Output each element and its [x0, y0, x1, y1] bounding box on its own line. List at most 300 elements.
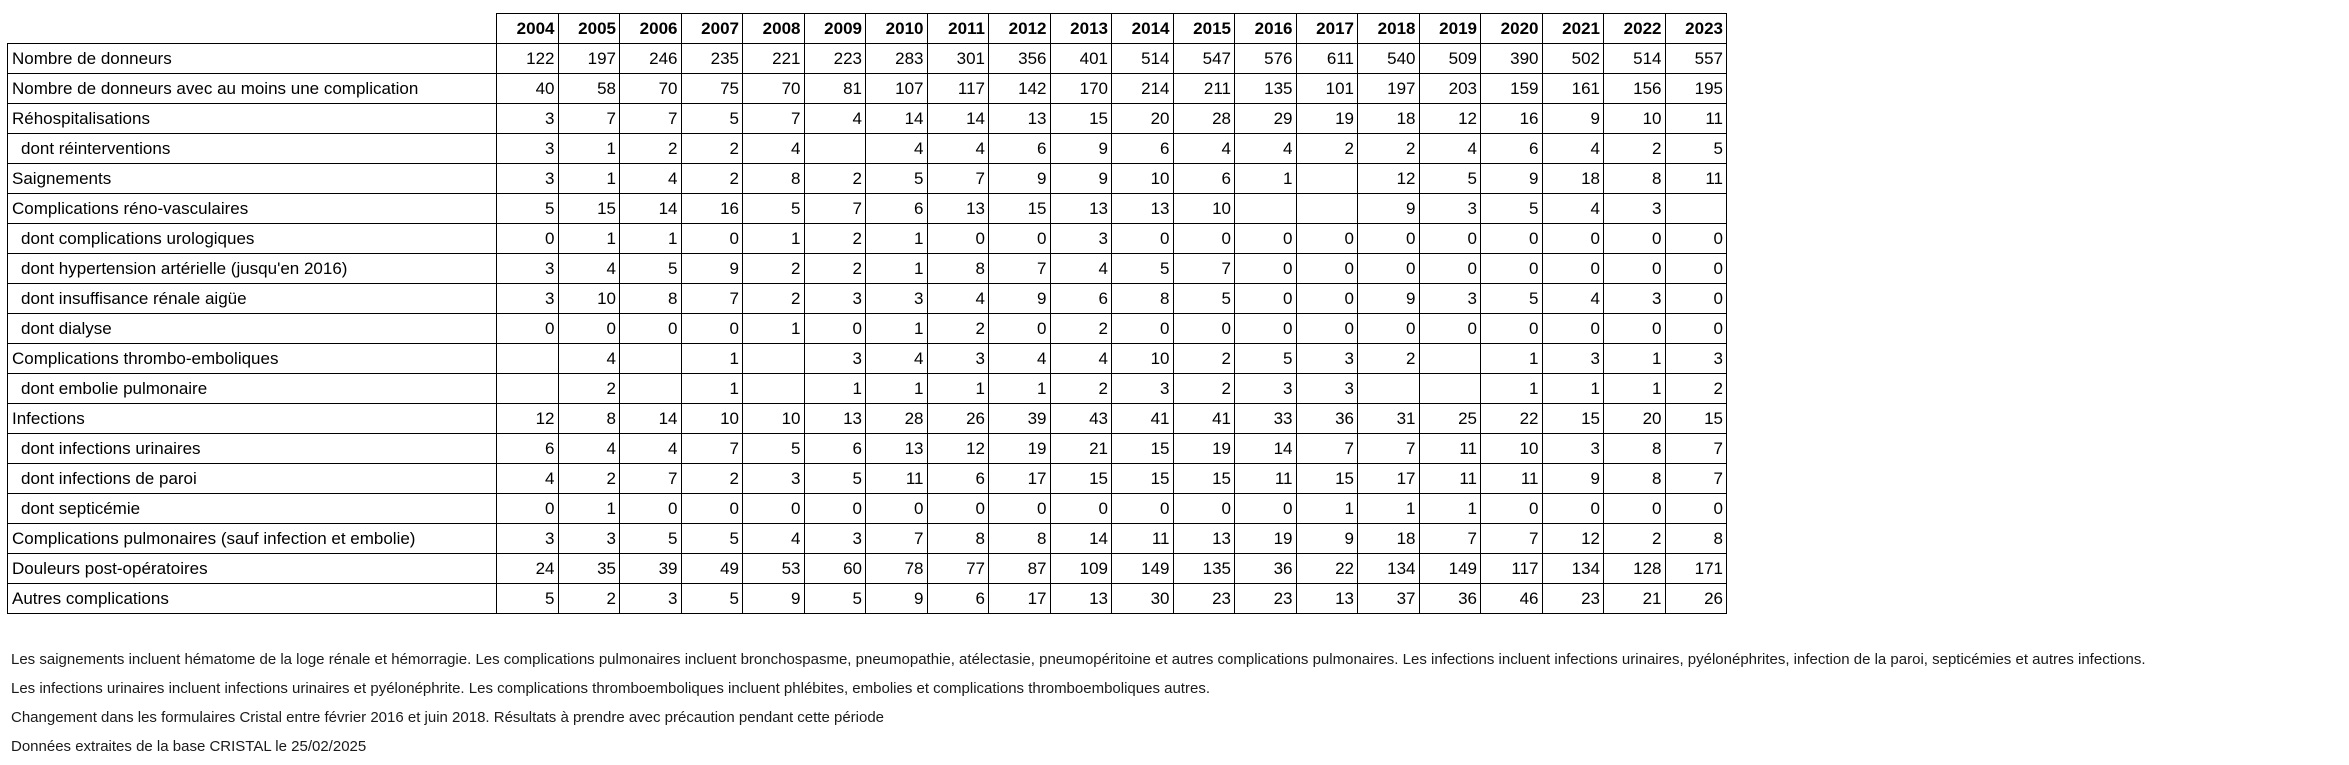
value-cell: 5 [1665, 134, 1727, 164]
value-cell: 18 [1358, 104, 1420, 134]
value-cell: 33 [1235, 404, 1297, 434]
value-cell: 28 [1173, 104, 1235, 134]
year-header: 2007 [681, 14, 743, 44]
value-cell: 0 [1050, 494, 1112, 524]
value-cell: 3 [804, 524, 866, 554]
value-cell: 0 [497, 314, 559, 344]
value-cell: 14 [620, 194, 682, 224]
value-cell: 9 [866, 584, 928, 614]
table-row [8, 404, 1727, 434]
value-cell: 6 [1112, 134, 1174, 164]
value-cell: 81 [804, 74, 866, 104]
value-cell: 1 [558, 134, 620, 164]
value-cell: 12 [1542, 524, 1604, 554]
value-cell: 14 [620, 404, 682, 434]
row-label: dont réinterventions [8, 134, 497, 164]
table-row [8, 74, 1727, 104]
value-cell: 4 [497, 464, 559, 494]
value-cell [743, 344, 805, 374]
value-cell: 7 [620, 464, 682, 494]
value-cell: 576 [1235, 44, 1297, 74]
value-cell: 156 [1604, 74, 1666, 104]
value-cell: 16 [681, 194, 743, 224]
row-label: dont infections urinaires [8, 434, 497, 464]
value-cell: 1 [558, 494, 620, 524]
value-cell: 149 [1419, 554, 1481, 584]
value-cell: 203 [1419, 74, 1481, 104]
value-cell: 6 [927, 584, 989, 614]
value-cell: 7 [804, 194, 866, 224]
value-cell: 5 [1481, 284, 1543, 314]
value-cell: 7 [620, 104, 682, 134]
row-label: dont septicémie [8, 494, 497, 524]
row-label: dont hypertension artérielle (jusqu'en 2016) [8, 254, 497, 284]
value-cell: 0 [1604, 224, 1666, 254]
value-cell: 18 [1542, 164, 1604, 194]
value-cell: 26 [927, 404, 989, 434]
value-cell: 117 [1481, 554, 1543, 584]
row-label: Douleurs post-opératoires [8, 554, 497, 584]
value-cell: 13 [804, 404, 866, 434]
year-header: 2023 [1665, 14, 1727, 44]
value-cell: 11 [1235, 464, 1297, 494]
value-cell: 7 [681, 434, 743, 464]
value-cell: 0 [1235, 224, 1297, 254]
value-cell: 3 [497, 134, 559, 164]
value-cell: 2 [681, 134, 743, 164]
value-cell: 3 [1112, 374, 1174, 404]
value-cell: 3 [927, 344, 989, 374]
year-header: 2014 [1112, 14, 1174, 44]
value-cell: 1 [866, 254, 928, 284]
value-cell: 5 [497, 194, 559, 224]
value-cell: 8 [1604, 164, 1666, 194]
year-header: 2010 [866, 14, 928, 44]
value-cell: 39 [620, 554, 682, 584]
value-cell: 557 [1665, 44, 1727, 74]
value-cell: 6 [1173, 164, 1235, 194]
value-cell [497, 374, 559, 404]
value-cell: 7 [1665, 434, 1727, 464]
value-cell: 12 [1358, 164, 1420, 194]
value-cell: 246 [620, 44, 682, 74]
value-cell [1235, 194, 1297, 224]
value-cell: 0 [1173, 314, 1235, 344]
value-cell: 1 [558, 224, 620, 254]
row-label: Réhospitalisations [8, 104, 497, 134]
table-row [8, 464, 1727, 494]
value-cell [1296, 164, 1358, 194]
value-cell [804, 134, 866, 164]
value-cell: 15 [1112, 434, 1174, 464]
value-cell: 0 [743, 494, 805, 524]
value-cell: 75 [681, 74, 743, 104]
value-cell: 0 [1235, 314, 1297, 344]
value-cell: 214 [1112, 74, 1174, 104]
value-cell: 0 [927, 224, 989, 254]
value-cell: 8 [1604, 434, 1666, 464]
value-cell: 4 [1542, 284, 1604, 314]
value-cell: 1 [1358, 494, 1420, 524]
value-cell: 3 [497, 524, 559, 554]
value-cell: 2 [1358, 344, 1420, 374]
value-cell: 5 [681, 584, 743, 614]
year-header: 2012 [989, 14, 1051, 44]
value-cell: 0 [804, 314, 866, 344]
year-header: 2006 [620, 14, 682, 44]
value-cell: 9 [1542, 104, 1604, 134]
value-cell: 502 [1542, 44, 1604, 74]
value-cell: 13 [1050, 584, 1112, 614]
value-cell: 7 [1173, 254, 1235, 284]
value-cell: 7 [989, 254, 1051, 284]
value-cell: 5 [1481, 194, 1543, 224]
value-cell [497, 344, 559, 374]
value-cell: 0 [1296, 314, 1358, 344]
value-cell: 60 [804, 554, 866, 584]
table-row [8, 344, 1727, 374]
value-cell: 5 [497, 584, 559, 614]
value-cell: 78 [866, 554, 928, 584]
value-cell: 70 [743, 74, 805, 104]
value-cell: 0 [1173, 224, 1235, 254]
value-cell: 15 [1050, 104, 1112, 134]
value-cell: 1 [681, 374, 743, 404]
value-cell: 135 [1235, 74, 1297, 104]
value-cell: 0 [804, 494, 866, 524]
value-cell: 5 [743, 434, 805, 464]
year-header: 2004 [497, 14, 559, 44]
value-cell: 15 [1050, 464, 1112, 494]
value-cell: 13 [866, 434, 928, 464]
value-cell: 18 [1358, 524, 1420, 554]
value-cell: 0 [1604, 314, 1666, 344]
value-cell: 17 [989, 464, 1051, 494]
value-cell: 3 [497, 104, 559, 134]
value-cell: 10 [558, 284, 620, 314]
value-cell: 4 [804, 104, 866, 134]
table-row [8, 524, 1727, 554]
value-cell: 0 [1665, 224, 1727, 254]
table-row [8, 254, 1727, 284]
value-cell: 87 [989, 554, 1051, 584]
value-cell: 0 [1604, 494, 1666, 524]
value-cell: 21 [1050, 434, 1112, 464]
value-cell: 12 [1419, 104, 1481, 134]
row-label: dont complications urologiques [8, 224, 497, 254]
value-cell: 24 [497, 554, 559, 584]
value-cell: 4 [743, 134, 805, 164]
value-cell: 11 [1665, 104, 1727, 134]
value-cell: 4 [1050, 344, 1112, 374]
value-cell: 0 [1112, 224, 1174, 254]
value-cell: 15 [1542, 404, 1604, 434]
value-cell: 17 [989, 584, 1051, 614]
value-cell: 401 [1050, 44, 1112, 74]
value-cell: 11 [1481, 464, 1543, 494]
value-cell: 15 [1112, 464, 1174, 494]
value-cell: 9 [1358, 284, 1420, 314]
value-cell: 37 [1358, 584, 1420, 614]
value-cell: 14 [1235, 434, 1297, 464]
value-cell: 9 [1481, 164, 1543, 194]
value-cell: 28 [866, 404, 928, 434]
row-label: Saignements [8, 164, 497, 194]
table-row [8, 554, 1727, 584]
value-cell: 3 [804, 344, 866, 374]
value-cell: 1 [620, 224, 682, 254]
value-cell [743, 374, 805, 404]
year-header: 2022 [1604, 14, 1666, 44]
value-cell: 36 [1235, 554, 1297, 584]
value-cell: 15 [1665, 404, 1727, 434]
value-cell: 2 [804, 224, 866, 254]
value-cell: 10 [743, 404, 805, 434]
value-cell: 14 [1050, 524, 1112, 554]
table-row [8, 134, 1727, 164]
value-cell: 1 [1481, 374, 1543, 404]
value-cell: 9 [1358, 194, 1420, 224]
row-label: dont dialyse [8, 314, 497, 344]
value-cell: 4 [927, 134, 989, 164]
value-cell: 9 [681, 254, 743, 284]
year-header: 2021 [1542, 14, 1604, 44]
footnote: Changement dans les formulaires Cristal entre février 2016 et juin 2018. Résultats à prendre avec précaution pendant cette période [11, 709, 885, 726]
value-cell: 1 [1296, 494, 1358, 524]
value-cell: 11 [1112, 524, 1174, 554]
value-cell: 2 [558, 464, 620, 494]
value-cell: 30 [1112, 584, 1174, 614]
value-cell: 107 [866, 74, 928, 104]
value-cell: 58 [558, 74, 620, 104]
value-cell: 149 [1112, 554, 1174, 584]
value-cell: 4 [1419, 134, 1481, 164]
value-cell: 283 [866, 44, 928, 74]
value-cell: 4 [866, 134, 928, 164]
year-header: 2005 [558, 14, 620, 44]
value-cell: 0 [681, 224, 743, 254]
value-cell: 2 [1173, 344, 1235, 374]
value-cell: 0 [989, 314, 1051, 344]
value-cell: 3 [1542, 434, 1604, 464]
value-cell: 77 [927, 554, 989, 584]
value-cell: 6 [497, 434, 559, 464]
value-cell: 4 [927, 284, 989, 314]
value-cell: 0 [1419, 254, 1481, 284]
value-cell: 3 [497, 164, 559, 194]
table-row [8, 374, 1727, 404]
row-label: dont insuffisance rénale aigüe [8, 284, 497, 314]
row-label: dont infections de paroi [8, 464, 497, 494]
value-cell: 12 [497, 404, 559, 434]
value-cell: 2 [743, 284, 805, 314]
value-cell: 1 [681, 344, 743, 374]
value-cell: 6 [1481, 134, 1543, 164]
value-cell: 6 [866, 194, 928, 224]
value-cell: 5 [866, 164, 928, 194]
row-label: Complications pulmonaires (sauf infection et embolie) [8, 524, 497, 554]
value-cell: 221 [743, 44, 805, 74]
value-cell: 11 [1665, 164, 1727, 194]
value-cell: 7 [558, 104, 620, 134]
value-cell: 13 [989, 104, 1051, 134]
value-cell: 390 [1481, 44, 1543, 74]
value-cell: 3 [1296, 344, 1358, 374]
value-cell: 0 [1112, 494, 1174, 524]
value-cell: 235 [681, 44, 743, 74]
value-cell: 0 [1604, 254, 1666, 284]
value-cell: 8 [1604, 464, 1666, 494]
table-row [8, 104, 1727, 134]
value-cell: 16 [1481, 104, 1543, 134]
value-cell: 10 [681, 404, 743, 434]
value-cell: 2 [620, 134, 682, 164]
value-cell [1419, 344, 1481, 374]
value-cell: 4 [558, 344, 620, 374]
value-cell: 1 [558, 164, 620, 194]
value-cell: 7 [866, 524, 928, 554]
value-cell: 4 [558, 434, 620, 464]
value-cell: 1 [1481, 344, 1543, 374]
value-cell: 0 [1481, 314, 1543, 344]
value-cell: 5 [804, 464, 866, 494]
table-row [8, 224, 1727, 254]
value-cell: 3 [804, 284, 866, 314]
value-cell: 0 [1358, 254, 1420, 284]
value-cell: 0 [620, 494, 682, 524]
value-cell: 10 [1112, 164, 1174, 194]
table-row [8, 314, 1727, 344]
value-cell: 8 [558, 404, 620, 434]
value-cell: 0 [1481, 494, 1543, 524]
value-cell: 6 [1050, 284, 1112, 314]
value-cell: 1 [1542, 374, 1604, 404]
value-cell: 2 [558, 374, 620, 404]
table-row [8, 194, 1727, 224]
value-cell: 3 [1604, 194, 1666, 224]
value-cell: 514 [1604, 44, 1666, 74]
row-label: dont embolie pulmonaire [8, 374, 497, 404]
row-label: Infections [8, 404, 497, 434]
value-cell: 6 [989, 134, 1051, 164]
year-header: 2011 [927, 14, 989, 44]
value-cell: 1 [743, 314, 805, 344]
value-cell: 195 [1665, 74, 1727, 104]
value-cell: 9 [989, 284, 1051, 314]
value-cell: 4 [1050, 254, 1112, 284]
value-cell: 2 [558, 584, 620, 614]
year-header: 2018 [1358, 14, 1420, 44]
footnotes [11, 645, 2146, 761]
value-cell: 8 [927, 524, 989, 554]
value-cell: 19 [1235, 524, 1297, 554]
header-row [8, 14, 1727, 44]
value-cell: 0 [1296, 254, 1358, 284]
value-cell: 17 [1358, 464, 1420, 494]
value-cell: 39 [989, 404, 1051, 434]
footnote: Les saignements incluent hématome de la loge rénale et hémorragie. Les complications pulmonaires incluent bronchospasme, pneumopathie, atélectasie, pneumopéritoine et autres complications pulmonaires. Les infections incluent infections urinaires, pyélonéphrites, infection de la paroi, septicémies et autres infections. [11, 651, 2146, 668]
value-cell: 9 [1050, 134, 1112, 164]
value-cell: 6 [804, 434, 866, 464]
corner-cell [8, 14, 497, 44]
value-cell: 0 [927, 494, 989, 524]
value-cell: 4 [620, 164, 682, 194]
value-cell: 0 [1542, 494, 1604, 524]
value-cell: 3 [1542, 344, 1604, 374]
footnote: Données extraites de la base CRISTAL le 25/02/2025 [11, 738, 367, 755]
value-cell: 25 [1419, 404, 1481, 434]
value-cell: 134 [1542, 554, 1604, 584]
value-cell: 9 [1296, 524, 1358, 554]
value-cell: 2 [743, 254, 805, 284]
value-cell: 142 [989, 74, 1051, 104]
value-cell: 4 [1235, 134, 1297, 164]
value-cell: 4 [866, 344, 928, 374]
value-cell: 3 [1419, 284, 1481, 314]
value-cell: 13 [1173, 524, 1235, 554]
value-cell: 14 [866, 104, 928, 134]
value-cell: 301 [927, 44, 989, 74]
value-cell: 4 [989, 344, 1051, 374]
value-cell: 159 [1481, 74, 1543, 104]
value-cell: 5 [620, 524, 682, 554]
value-cell: 161 [1542, 74, 1604, 104]
value-cell: 0 [1112, 314, 1174, 344]
value-cell: 0 [1665, 314, 1727, 344]
value-cell: 1 [1419, 494, 1481, 524]
value-cell: 2 [681, 164, 743, 194]
value-cell: 0 [866, 494, 928, 524]
value-cell: 11 [866, 464, 928, 494]
value-cell: 4 [1173, 134, 1235, 164]
value-cell: 4 [1542, 134, 1604, 164]
year-header: 2013 [1050, 14, 1112, 44]
value-cell: 2 [1604, 134, 1666, 164]
value-cell: 7 [1296, 434, 1358, 464]
value-cell: 514 [1112, 44, 1174, 74]
value-cell: 10 [1112, 344, 1174, 374]
value-cell: 1 [989, 374, 1051, 404]
year-header: 2008 [743, 14, 805, 44]
value-cell: 0 [989, 494, 1051, 524]
value-cell: 135 [1173, 554, 1235, 584]
value-cell: 23 [1235, 584, 1297, 614]
value-cell: 11 [1419, 464, 1481, 494]
value-cell: 20 [1604, 404, 1666, 434]
value-cell: 3 [1665, 344, 1727, 374]
value-cell: 0 [1235, 494, 1297, 524]
value-cell: 53 [743, 554, 805, 584]
row-label: Nombre de donneurs [8, 44, 497, 74]
value-cell: 3 [1604, 284, 1666, 314]
value-cell: 36 [1296, 404, 1358, 434]
value-cell: 4 [743, 524, 805, 554]
value-cell: 1 [1235, 164, 1297, 194]
value-cell: 171 [1665, 554, 1727, 584]
table-row [8, 494, 1727, 524]
value-cell: 2 [1358, 134, 1420, 164]
value-cell: 10 [1481, 434, 1543, 464]
value-cell: 170 [1050, 74, 1112, 104]
value-cell: 7 [743, 104, 805, 134]
value-cell: 2 [927, 314, 989, 344]
value-cell: 0 [1665, 284, 1727, 314]
value-cell: 8 [927, 254, 989, 284]
value-cell: 19 [989, 434, 1051, 464]
value-cell: 2 [1604, 524, 1666, 554]
value-cell: 9 [743, 584, 805, 614]
value-cell: 15 [558, 194, 620, 224]
